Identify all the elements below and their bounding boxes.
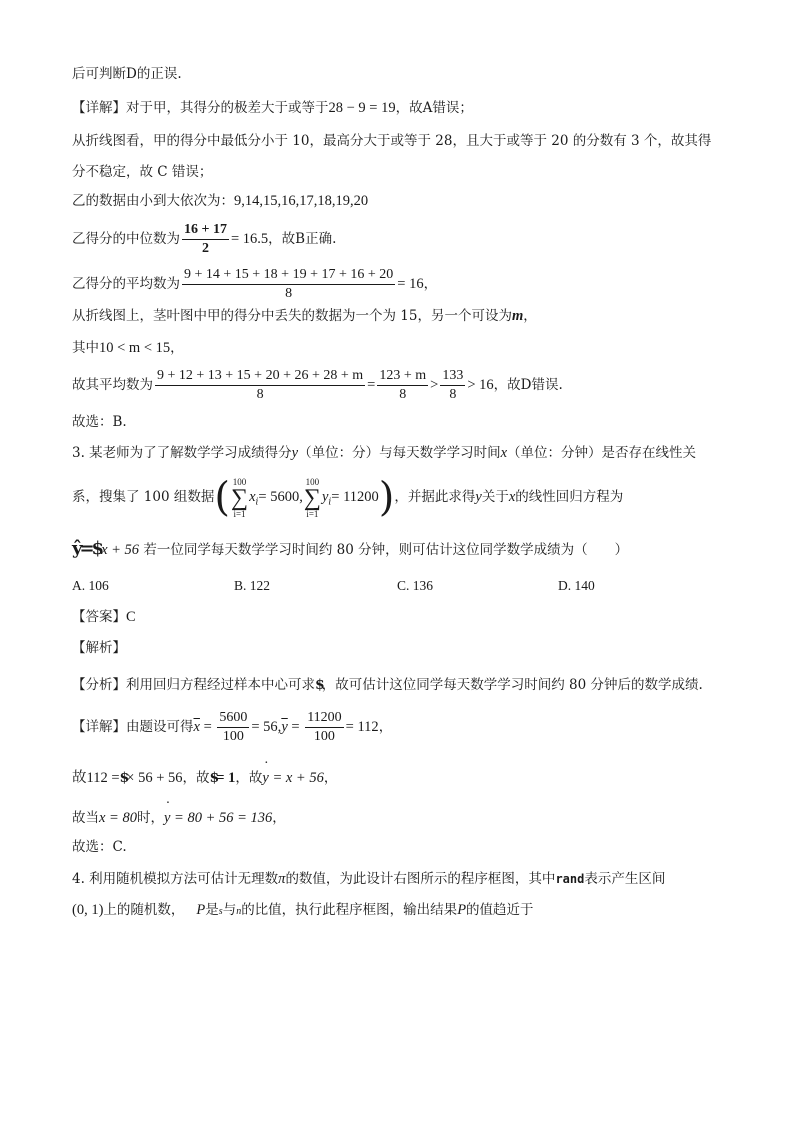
text-line: 故选：B. (72, 414, 127, 430)
b-hat-symbol-icon: $ (315, 677, 322, 693)
answer-line: 【答案】C (72, 609, 136, 625)
text-line: 【详解】对于甲，其得分的极差大于或等于28 − 9 = 19，故A错误； (72, 100, 473, 116)
formula-line: 故其平均数为 $\frac{9 + 12 + 13 + 15 + 20 + 26 + 28 + m}{8}$ = $\frac{123 + m}{8}$ > $\frac{133}{8}$ > 16，故D错误. (72, 368, 563, 402)
question-line: ŷ=$x + 56 若一位同学每天数学学习时间约 80 分钟，则可估计这位同学数学成绩为（ ） (72, 538, 629, 559)
fraction: $\frac{9 + 14 + 15 + 18 + 19 + 17 + 16 + 20}{8}$ (184, 267, 394, 301)
fraction: $\frac{133}{8}$ (442, 368, 464, 402)
text-line: 【解析】 (72, 640, 126, 656)
formula-line: 故当x = 80时，· y = 80 + 56 = 136， (72, 802, 286, 828)
formula-line: 【详解】由题设可得$\overline{x}$ = $\frac{5600}{100}$ = $56,\overline{y}$ = $\frac{11200}{100}$ = 112， (72, 710, 393, 744)
summation: 100 ∑ i=1 (230, 476, 249, 519)
section-tag: 【详解】 (72, 100, 126, 116)
text-line: 分不稳定，故 C 错误； (72, 164, 213, 180)
option-c: C. 136 (397, 578, 434, 593)
text-line: 【分析】利用回归方程经过样本中心可求$，故可估计这位同学每天数学学习时间约 80 分钟后的数学成绩. (72, 677, 703, 693)
b-hat-symbol-icon: $ (119, 770, 127, 786)
fraction: $\frac{9 + 12 + 13 + 15 + 20 + 26 + 28 + m}{8}$ (157, 368, 364, 402)
text-line: 其中10 < m < 15， (72, 340, 184, 356)
fraction: $\frac{5600}{100}$ (219, 710, 248, 744)
fraction: $\frac{11200}{100}$ (307, 710, 342, 744)
text-line: 乙的数据由小到大依次为：9,14,15,16,17,18,19,20 (72, 193, 369, 209)
option-a: A. 106 (72, 578, 109, 593)
option-d: D. 140 (558, 578, 595, 593)
option-b: B. 122 (234, 578, 271, 593)
formula-line: 故112 =$× 56 + 56，故$= 1，故· y = x + 56， (72, 762, 337, 788)
summation: 100 ∑ i=1 (303, 476, 321, 519)
question-line: 3. 某老师为了了解数学学习成绩得分y（单位：分）与每天数学学习时间x（单位：分钟）是否存在线性关 (72, 445, 697, 461)
b-hat-symbol-icon: $ (209, 770, 217, 786)
text-line: 从折线图上，茎叶图中甲的得分中丢失的数据为一个为 15，另一个可设为m， (72, 308, 537, 324)
formula-line: 乙得分的中位数为 $\frac{16 + 17}{2}$ = 16.5，故B正确. (72, 222, 337, 256)
fraction: $\frac{16 + 17}{2}$ (184, 222, 227, 256)
question-line: 系，搜集了 100 组数据( 100 ∑ i=1 $x_i= 5600$, 100 ∑ i=1 $y_i= 11200$)，并据此求得y关于x的线性回归方程为 (72, 474, 624, 521)
text-line: 后可判断D的正误. (72, 66, 182, 82)
text-line: 故选：C. (72, 839, 127, 855)
formula-line: 乙得分的平均数为 $\frac{9 + 14 + 15 + 18 + 19 + 17 + 16 + 20}{8}$ = 16， (72, 267, 438, 301)
text-line: 从折线图看，甲的得分中最低分小于 10，最高分大于或等于 28，且大于或等于 20 的分数有 3 个，故其得 (72, 133, 712, 149)
fraction: $\frac{123 + m}{8}$ (379, 368, 427, 402)
regression-symbol-icon: ŷ=$ (72, 538, 102, 559)
question-line: 4. 利用随机模拟方法可估计无理数π的数值，为此设计右图所示的程序框图，其中rand表示产生区间 (72, 871, 666, 887)
question-line: (0, 1)上的随机数， P是s与n的比值，执行此程序框图，输出结果P的值趋近于 (72, 902, 534, 918)
